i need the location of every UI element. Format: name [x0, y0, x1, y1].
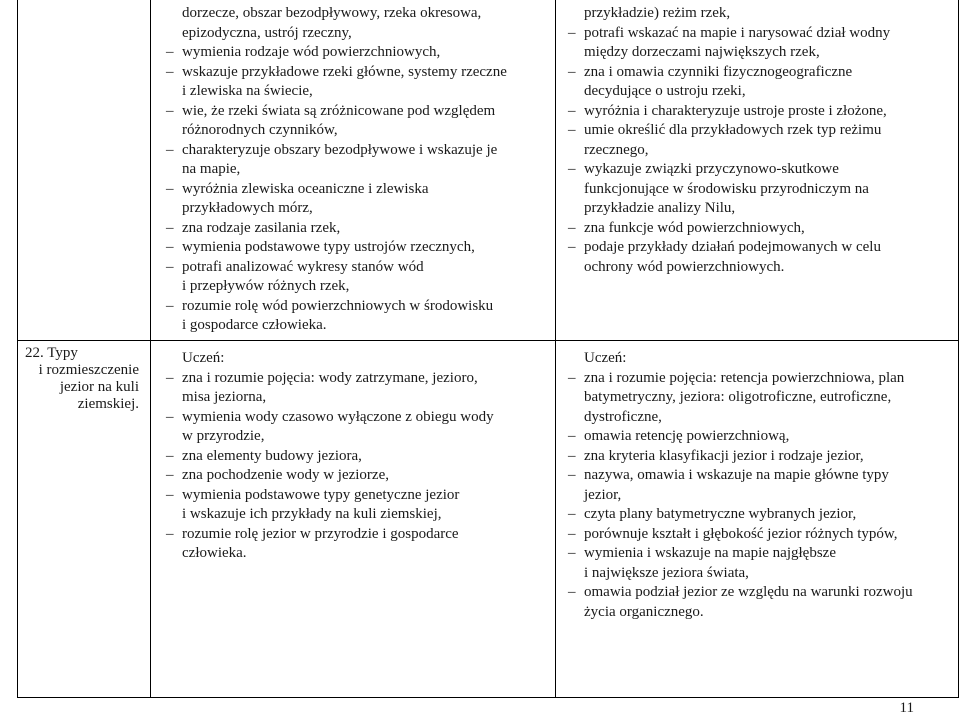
list-item	[166, 43, 440, 62]
line-text: rozumie rolę wód powierzchniowych w środowisku	[182, 297, 494, 314]
bullet-dash: –	[166, 447, 174, 464]
line-text: porównuje kształt i głębokość jezior różnych typów,	[584, 525, 898, 542]
list-item-text	[166, 121, 338, 140]
list-item-text	[166, 4, 481, 23]
line-text: i przepływów różnych rzek,	[182, 278, 350, 294]
line-text: umie określić dla przykładowych rzek typ reżimu	[584, 122, 882, 138]
row2-basic-requirements	[166, 349, 551, 694]
bullet-dash: –	[568, 24, 576, 41]
line-text: misa jeziorna,	[182, 389, 267, 405]
line-text: charakteryzuje obszary bezodpływowe i wskazuje je	[182, 141, 498, 158]
row2-topic-cell	[25, 345, 149, 445]
list-item-text	[568, 349, 626, 368]
list-item	[166, 180, 429, 199]
list-item	[568, 24, 890, 43]
bullet-dash: –	[166, 258, 174, 275]
bullet-dash: –	[166, 102, 174, 119]
bullet-dash: –	[166, 219, 174, 236]
list-item	[166, 297, 493, 316]
topic-line: jezior na kuli	[59, 379, 139, 395]
list-item-text	[166, 427, 264, 446]
list-item	[166, 486, 459, 505]
list-item-text	[166, 388, 266, 407]
list-item	[568, 525, 898, 544]
list-item	[568, 447, 864, 466]
line-text: batymetryczny, jeziora: oligotroficzne, eutroficzne,	[584, 389, 892, 405]
list-item-text	[166, 277, 349, 296]
line-text: zna pochodzenie wody w jeziorze,	[182, 467, 389, 483]
list-item-text	[166, 24, 352, 43]
line-text: rzecznego,	[584, 141, 649, 158]
list-item-text	[166, 316, 327, 335]
line-text: zna funkcje wód powierzchniowych,	[584, 219, 805, 236]
list-item-text	[166, 199, 313, 218]
list-item	[166, 141, 497, 160]
list-item-text	[568, 258, 784, 277]
line-text: różnorodnych czynników,	[182, 122, 338, 138]
line-text: ochrony wód powierzchniowych.	[584, 258, 785, 275]
line-text: wyróżnia i charakteryzuje ustroje proste i złożone,	[584, 102, 887, 119]
line-text: Uczeń:	[182, 350, 225, 366]
page-number: 11	[899, 700, 914, 716]
row-separator	[17, 340, 959, 341]
line-text: życia organicznego.	[584, 603, 704, 620]
line-text: wskazuje przykładowe rzeki główne, systemy rzeczne	[182, 63, 507, 80]
bullet-dash: –	[568, 369, 576, 386]
table-border-right	[958, 0, 959, 698]
line-text: i gospodarce człowieka.	[182, 317, 327, 333]
line-text: decydujące o ustroju rzeki,	[584, 83, 746, 99]
list-item-text	[568, 199, 735, 218]
bullet-dash: –	[568, 545, 576, 561]
list-item	[568, 219, 805, 238]
topic-line: ziemskiej.	[77, 396, 139, 412]
list-item	[166, 408, 494, 427]
list-item-text	[568, 603, 704, 622]
line-text: zna i rozumie pojęcia: retencja powierzchniowa, plan	[584, 369, 905, 386]
list-item	[568, 505, 856, 524]
line-text: Uczeń:	[584, 350, 627, 366]
bullet-dash: –	[568, 239, 576, 255]
line-text: przykładowych mórz,	[182, 200, 313, 216]
line-text: podaje przykłady działań podejmowanych w celu	[584, 239, 881, 255]
bullet-dash: –	[568, 525, 576, 542]
table-divider-1	[150, 0, 151, 698]
bullet-dash: –	[166, 180, 174, 197]
bullet-dash: –	[568, 447, 576, 464]
row1-basic-requirements	[166, 4, 551, 338]
bullet-dash: –	[166, 467, 174, 483]
line-text: wymienia rodzaje wód powierzchniowych,	[182, 44, 441, 60]
list-item-text	[166, 505, 442, 524]
list-item-text	[568, 388, 891, 407]
list-item-text	[568, 4, 730, 23]
list-item	[166, 258, 424, 277]
line-text: i wskazuje ich przykłady na kuli ziemskiej,	[182, 506, 442, 522]
line-text: wyróżnia zlewiska oceaniczne i zlewiska	[182, 180, 429, 197]
line-text: w przyrodzie,	[182, 428, 265, 444]
line-text: wymienia wody czasowo wyłączone z obiegu wody	[182, 408, 494, 425]
list-item-text	[166, 82, 313, 101]
line-text: zna rodzaje zasilania rzek,	[182, 219, 341, 236]
bullet-dash: –	[568, 161, 576, 177]
bullet-dash: –	[166, 525, 174, 542]
list-item	[568, 160, 839, 179]
topic-line: i rozmieszczenie	[38, 362, 139, 378]
line-text: człowieka.	[182, 545, 247, 561]
list-item-text	[568, 43, 820, 62]
list-item-text	[568, 82, 746, 101]
line-text: rozumie rolę jezior w przyrodzie i gospodarce	[182, 525, 459, 542]
bullet-dash: –	[568, 467, 576, 483]
line-text: wykazuje związki przyczynowo-skutkowe	[584, 161, 839, 177]
line-text: wymienia podstawowe typy genetyczne jezior	[182, 486, 460, 503]
line-text: omawia retencję powierzchniową,	[584, 428, 790, 444]
list-item	[568, 369, 904, 388]
bullet-dash: –	[568, 506, 576, 522]
line-text: przykładzie analizy Nilu,	[584, 200, 736, 216]
list-item	[568, 102, 887, 121]
line-text: dorzecze, obszar bezodpływowy, rzeka okresowa,	[182, 5, 482, 21]
line-text: wymienia podstawowe typy ustrojów rzecznych,	[182, 239, 475, 255]
line-text: na mapie,	[182, 161, 241, 177]
bullet-dash: –	[568, 122, 576, 138]
list-item	[568, 121, 881, 140]
bullet-dash: –	[166, 141, 174, 158]
list-item	[166, 466, 389, 485]
line-text: i największe jeziora świata,	[584, 564, 749, 581]
line-text: potrafi analizować wykresy stanów wód	[182, 258, 424, 275]
line-text: nazywa, omawia i wskazuje na mapie główne typy	[584, 467, 889, 483]
list-item-text	[568, 180, 869, 199]
list-item	[568, 63, 852, 82]
bullet-dash: –	[166, 369, 174, 386]
line-text: zna elementy budowy jeziora,	[182, 447, 362, 464]
bullet-dash: –	[568, 219, 576, 236]
list-item-text	[166, 544, 247, 563]
list-item	[568, 583, 913, 602]
line-text: omawia podział jezior ze względu na warunki rozwoju	[584, 584, 913, 600]
list-item-text	[568, 564, 749, 583]
list-item	[568, 427, 789, 446]
line-text: zna i omawia czynniki fizycznogeograficzne	[584, 63, 853, 80]
list-item	[166, 238, 475, 257]
list-item	[166, 525, 459, 544]
list-item-text	[568, 141, 649, 160]
line-text: dystroficzne,	[584, 408, 662, 425]
bullet-dash: –	[568, 102, 576, 119]
row2-extended-requirements	[568, 349, 954, 694]
list-item	[568, 544, 836, 563]
table-divider-2	[555, 0, 556, 698]
list-item-text	[166, 349, 224, 368]
list-item	[166, 219, 340, 238]
bullet-dash: –	[166, 408, 174, 425]
bullet-dash: –	[166, 486, 174, 503]
bullet-dash: –	[166, 239, 174, 255]
bullet-dash: –	[568, 428, 576, 444]
line-text: funkcjonujące w środowisku przyrodniczym na	[584, 180, 869, 197]
list-item	[166, 369, 478, 388]
line-text: przykładzie) reżim rzek,	[584, 5, 731, 21]
line-text: jezior,	[584, 486, 622, 503]
line-text: wymienia i wskazuje na mapie najgłębsze	[584, 545, 836, 561]
bullet-dash: –	[568, 63, 576, 80]
line-text: epizodyczna, ustrój rzeczny,	[182, 24, 352, 41]
bullet-dash: –	[166, 297, 174, 314]
row1-topic-cell	[18, 0, 149, 340]
list-item	[166, 63, 507, 82]
row1-extended-requirements	[568, 4, 954, 338]
list-item-text	[568, 486, 621, 505]
line-text: i zlewiska na świecie,	[182, 83, 313, 99]
bullet-dash: –	[568, 584, 576, 600]
list-item	[166, 447, 362, 466]
table-border-bottom	[17, 697, 959, 698]
topic-line: 22. Typy	[25, 345, 78, 361]
bullet-dash: –	[166, 44, 174, 60]
bullet-dash: –	[166, 63, 174, 80]
list-item	[166, 102, 495, 121]
line-text: między dorzeczami największych rzek,	[584, 44, 820, 60]
list-item	[568, 238, 881, 257]
line-text: zna i rozumie pojęcia: wody zatrzymane, jezioro,	[182, 369, 478, 386]
list-item-text	[568, 408, 662, 427]
list-item	[568, 466, 889, 485]
line-text: zna kryteria klasyfikacji jezior i rodzaje jezior,	[584, 447, 864, 464]
line-text: czyta plany batymetryczne wybranych jezior,	[584, 506, 857, 522]
line-text: potrafi wskazać na mapie i narysować dział wodny	[584, 24, 891, 41]
list-item-text	[166, 160, 240, 179]
line-text: wie, że rzeki świata są zróżnicowane pod względem	[182, 102, 496, 119]
